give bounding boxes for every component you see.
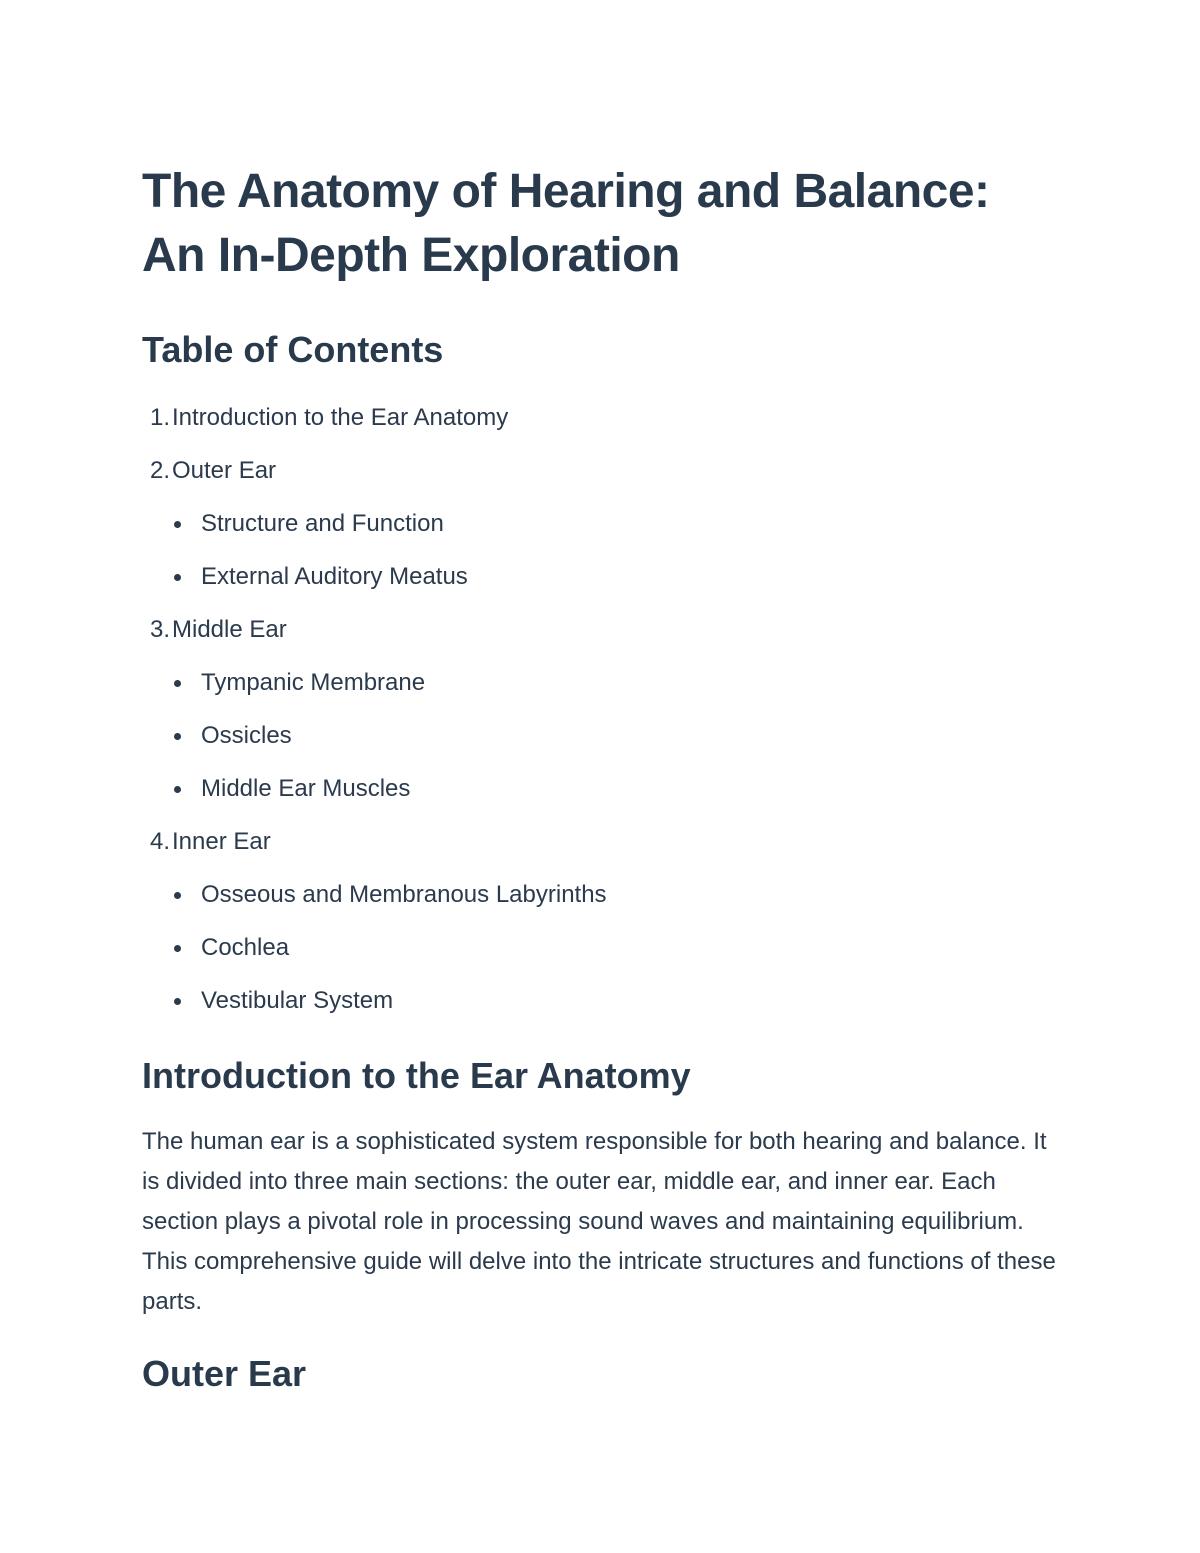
toc-link-labyrinths[interactable]: Osseous and Membranous Labyrinths (201, 881, 607, 908)
section-heading-outer-ear: Outer Ear (142, 1353, 307, 1394)
toc-number: 4. (149, 828, 170, 855)
toc-entry-introduction (142, 402, 1062, 434)
bullet-icon (174, 733, 181, 740)
toc-link-outer-ear[interactable]: Outer Ear (172, 457, 277, 484)
bullet-icon (174, 945, 181, 952)
toc-link-middle-ear[interactable]: Middle Ear (172, 616, 287, 643)
bullet-icon (174, 892, 181, 899)
bullet-icon (174, 521, 181, 528)
toc-link-structure-function[interactable]: Structure and Function (201, 510, 444, 537)
toc-link-middle-ear-muscles[interactable]: Middle Ear Muscles (201, 775, 411, 802)
bullet-icon (174, 998, 181, 1005)
bullet-icon (174, 786, 181, 793)
bullet-icon (174, 680, 181, 687)
toc-subitem (172, 720, 1062, 752)
toc-sublist (142, 879, 1062, 1038)
toc-link-introduction[interactable]: Introduction to the Ear Anatomy (172, 404, 509, 431)
toc-link-cochlea[interactable]: Cochlea (201, 934, 290, 961)
toc-link-tympanic-membrane[interactable]: Tympanic Membrane (201, 669, 426, 696)
section-heading-introduction: Introduction to the Ear Anatomy (142, 1055, 691, 1096)
toc-number: 1. (149, 404, 170, 431)
toc-subitem (172, 508, 1062, 540)
toc-subitem (172, 561, 1062, 593)
toc-subitem (172, 932, 1062, 964)
toc-link-external-auditory-meatus[interactable]: External Auditory Meatus (201, 563, 468, 590)
toc-subitem (172, 985, 1062, 1017)
toc-sublist (142, 667, 1062, 805)
document-title (142, 160, 1062, 288)
toc-entry-middle-ear (142, 614, 1062, 805)
toc-number: 2. (149, 457, 170, 484)
toc-link-vestibular-system[interactable]: Vestibular System (201, 987, 394, 1014)
document-title-line-1: The Anatomy of Hearing and Balance: (142, 165, 990, 218)
toc-link-inner-ear[interactable]: Inner Ear (172, 828, 271, 855)
toc-subitem (172, 879, 1062, 911)
toc-heading: Table of Contents (142, 329, 444, 370)
toc-link-ossicles[interactable]: Ossicles (201, 722, 292, 749)
toc-sublist (142, 508, 1062, 593)
toc-subitem (172, 667, 1062, 699)
toc-entry-outer-ear (142, 455, 1062, 593)
table-of-contents (142, 402, 1062, 1038)
toc-entry-inner-ear (142, 826, 1062, 1038)
section-body-introduction: The human ear is a sophisticated system responsible for both hearing and balance. It is divided into three main sections: the outer ear, middle ear, and inner ear. Each section plays a pivotal role in processing sound waves and maintaining equilibrium. This comprehensive guide will delve into the intricate structures and functions of these parts. (142, 1128, 1056, 1315)
document-page (142, 160, 1062, 1396)
bullet-icon (174, 574, 181, 581)
toc-number: 3. (149, 616, 170, 643)
document-title-line-2: An In-Depth Exploration (142, 229, 680, 282)
toc-subitem (172, 773, 1062, 805)
